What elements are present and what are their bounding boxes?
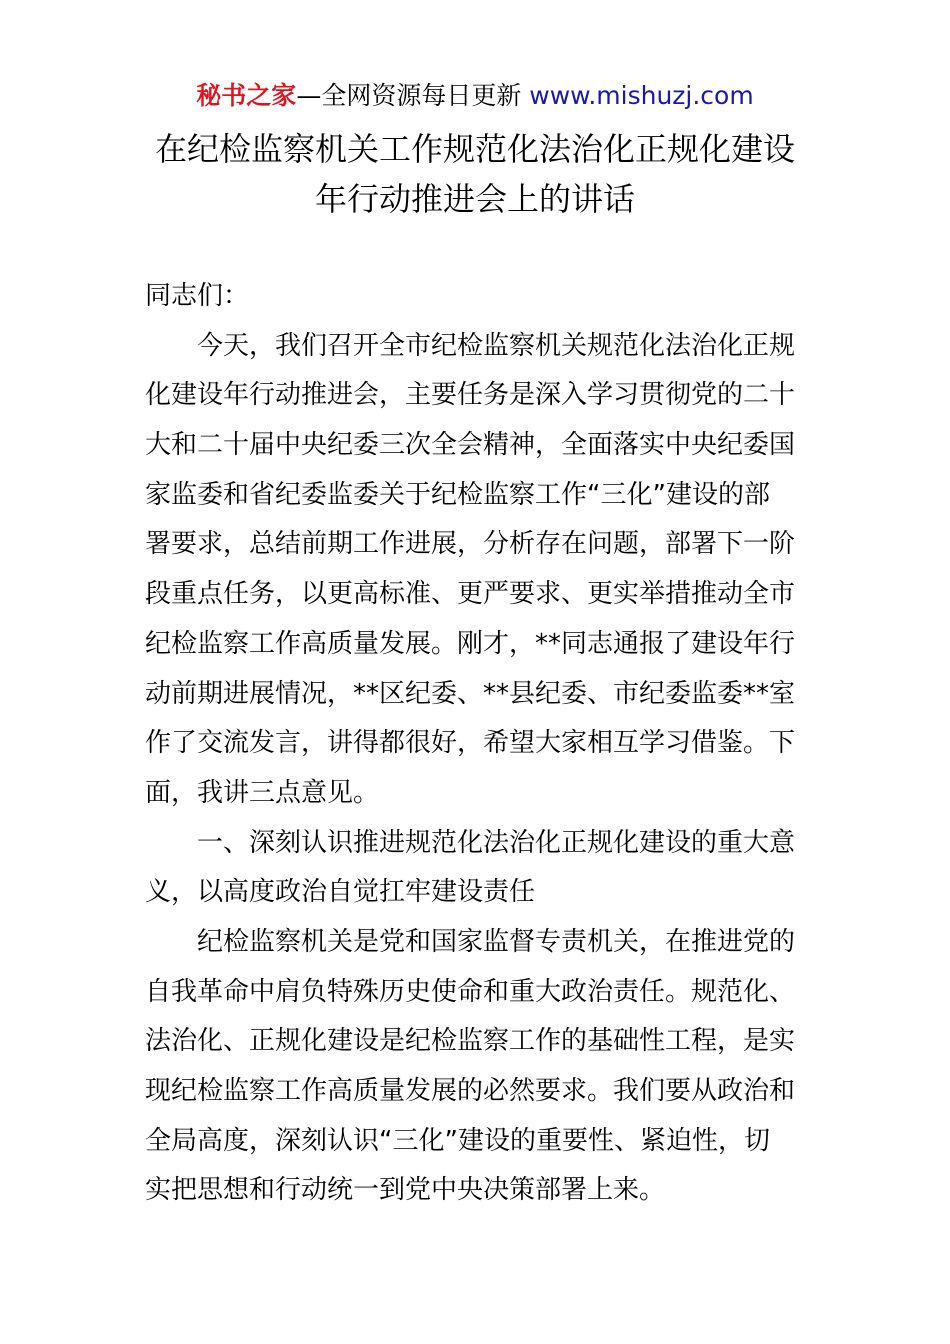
body-line: 化建设年行动推进会，主要任务是深入学习贯彻党的二十 (145, 380, 796, 411)
body-line: 今天，我们召开全市纪检监察机关规范化法治化正规 (197, 330, 796, 361)
document-title (0, 124, 950, 224)
body-line: 段重点任务，以更高标准、更严要求、更实举措推动全市 (145, 579, 796, 610)
body-line: 纪检监察机关是党和国家监督专责机关，在推进党的 (197, 926, 796, 957)
body-line: 纪检监察工作高质量发展。刚才，**同志通报了建设年行 (145, 628, 796, 659)
salutation: 同志们： (145, 281, 250, 311)
title-line-2: 年行动推进会上的讲话 (314, 180, 635, 218)
body-line: 面，我讲三点意见。 (145, 777, 380, 808)
site-header (0, 80, 950, 112)
site-brand: 秘书之家 (196, 81, 297, 110)
body-line: 作了交流发言，讲得都很好，希望大家相互学习借鉴。下 (145, 728, 796, 759)
body-line: 家监委和省纪委监委关于纪检监察工作“三化”建设的部 (145, 479, 770, 510)
section-heading-line: 一、深刻认识推进规范化法治化正规化建设的重大意 (197, 827, 796, 858)
document-body (145, 272, 825, 1216)
body-line: 现纪检监察工作高质量发展的必然要求。我们要从政治和 (145, 1076, 796, 1106)
site-tagline: —全网资源每日更新 (296, 81, 522, 110)
body-line: 自我革命中肩负特殊历史使命和重大政治责任。规范化、 (145, 976, 796, 1007)
body-line: 动前期进展情况，**区纪委、**县纪委、市纪委监委**室 (145, 678, 796, 709)
body-line: 全局高度，深刻认识“三化”建设的重要性、紧迫性，切 (145, 1125, 770, 1156)
body-line: 实把思想和行动统一到党中央决策部署上来。 (145, 1175, 666, 1206)
body-line: 署要求，总结前期工作进展，分析存在问题，部署下一阶 (145, 529, 796, 560)
title-line-1: 在纪检监察机关工作规范化法治化正规化建设 (154, 130, 795, 168)
site-url-link[interactable]: www.mishuzj.com (529, 81, 754, 110)
body-line: 法治化、正规化建设是纪检监察工作的基础性工程，是实 (145, 1026, 796, 1057)
section-heading-line: 义，以高度政治自觉扛牢建设责任 (145, 877, 536, 908)
body-line: 大和二十届中央纪委三次全会精神，全面落实中央纪委国 (145, 430, 796, 461)
